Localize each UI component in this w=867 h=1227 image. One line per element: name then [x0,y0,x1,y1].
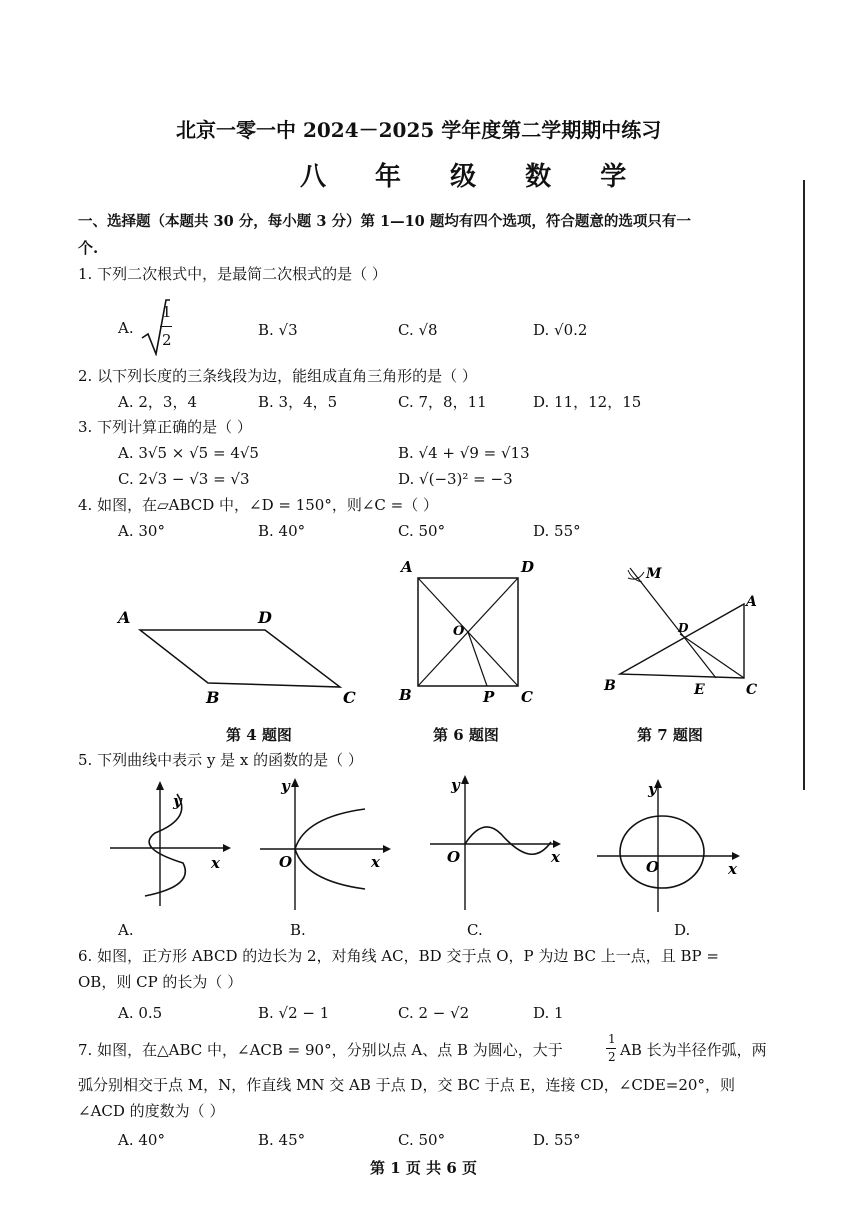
q1-a-fraction-bar [160,326,172,327]
q5a-axis-x: x [211,854,220,872]
q4-option-d: D. 55° [533,522,581,540]
fig7-label-e: E [694,682,705,698]
q7-frac-numerator: 1 [608,1032,616,1046]
q6-stem-line1: 6. 如图，正方形 ABCD 的边长为 2，对角线 AC，BD 交于点 O，P 为边 BC 上一点，且 BP = [78,947,719,965]
q3-option-b: B. √4 + √9 = √13 [398,444,530,462]
q1-option-b: B. √3 [258,321,298,339]
margin-rule [803,180,805,790]
q1-option-a [118,298,188,358]
fig4-label-c: C [343,688,356,707]
figure-7-triangle [598,560,768,700]
q4-option-a: A. 30° [118,522,165,540]
figure-4-parallelogram [110,605,370,715]
exam-title: 北京一零一中 2024－2025 学年度第二学期期中练习 [176,118,662,142]
q5-graph-b [255,775,395,915]
q3-stem: 3. 下列计算正确的是（ ） [78,418,252,436]
q5c-axis-x: x [551,848,560,866]
figure-6-square [395,558,545,708]
q5-option-b: B. [290,921,306,939]
fig6-label-a: A [401,558,413,576]
q7-stem-line1b: AB 长为半径作弧，两 [620,1041,767,1059]
q1-a-numerator: 1 [162,303,172,321]
q4-option-b: B. 40° [258,522,306,540]
q6-option-c: C. 2 − √2 [398,1004,470,1022]
q5-option-a: A. [118,921,134,939]
q3-option-a: A. 3√5 × √5 = 4√5 [118,444,259,462]
q7-frac-bar [606,1048,616,1049]
fig7-label-c: C [746,682,758,698]
q5c-axis-y: y [451,776,460,794]
fig6-label-o: O [453,624,465,639]
q7-option-c: C. 50° [398,1131,446,1149]
fig6-label-c: C [521,688,533,706]
q5-stem: 5. 下列曲线中表示 y 是 x 的函数的是（ ） [78,751,363,769]
q6-option-a: A. 0.5 [118,1004,163,1022]
fig7-label-b: B [604,678,616,694]
q1-option-a-label: A. [118,319,134,337]
fig6-caption: 第 6 题图 [433,726,499,744]
q5d-axis-y: y [648,780,657,798]
q5-option-c: C. [467,921,483,939]
fig7-label-a: A [746,594,757,610]
q5-option-d: D. [674,921,691,939]
q5b-axis-y: y [281,777,290,795]
q5b-axis-x: x [371,853,380,871]
q2-option-c: C. 7，8，11 [398,393,487,411]
q6-option-b: B. √2 − 1 [258,1004,330,1022]
q7-stem-line2: 弧分别相交于点 M，N，作直线 MN 交 AB 于点 D，交 BC 于点 E，连接 CD，∠CDE=20°，则 [78,1076,735,1094]
fig7-label-m: M [646,566,662,582]
page-number: 第 1 页 共 6 页 [370,1159,477,1177]
fig6-label-p: P [483,688,495,706]
fig7-caption: 第 7 题图 [637,726,703,744]
q6-option-d: D. 1 [533,1004,564,1022]
q7-stem-line3: ∠ACD 的度数为（ ） [78,1102,225,1120]
section-heading-line2: 个. [78,239,99,257]
q5-graph-a [105,778,235,913]
q5b-origin: O [279,853,293,871]
q7-option-d: D. 55° [533,1131,581,1149]
fig4-label-d: D [258,608,272,627]
q7-half-fraction [606,1032,618,1068]
q1-a-denominator: 2 [162,331,172,349]
fig4-label-b: B [206,688,220,707]
q2-option-b: B. 3，4，5 [258,393,338,411]
q1-option-c: C. √8 [398,321,438,339]
fig6-label-b: B [399,686,412,704]
fig7-label-d: D [678,621,689,635]
exam-subject: 八 年 级 数 学 [300,162,647,192]
q2-option-d: D. 11，12，15 [533,393,642,411]
q1-option-d: D. √0.2 [533,321,588,339]
q4-stem: 4. 如图，在▱ABCD 中，∠D = 150°，则∠C =（ ） [78,496,439,514]
q2-stem: 2. 以下列长度的三条线段为边，能组成直角三角形的是（ ） [78,367,477,385]
q5-graph-d [592,772,752,917]
q7-option-b: B. 45° [258,1131,306,1149]
q5d-origin: O [646,858,660,876]
q7-frac-denominator: 2 [608,1050,616,1064]
q5-graph-c [425,770,575,920]
q7-stem-line1a: 7. 如图，在△ABC 中，∠ACB = 90°，分别以点 A、点 B 为圆心，大于 [78,1041,563,1059]
q2-option-a: A. 2，3，4 [118,393,197,411]
fig4-caption: 第 4 题图 [226,726,292,744]
q3-option-c: C. 2√3 − √3 = √3 [118,470,250,488]
q5c-origin: O [447,848,461,866]
q3-option-d: D. √(−3)² = −3 [398,470,513,488]
q1-stem: 1. 下列二次根式中，是最简二次根式的是（ ） [78,265,387,283]
section-heading-line1: 一、选择题（本题共 30 分，每小题 3 分）第 1—10 题均有四个选项，符合题意的选项只有一 [78,213,691,230]
fig6-label-d: D [521,558,535,576]
q5a-axis-y: y [173,792,182,810]
q5d-axis-x: x [728,860,737,878]
q6-stem-line2: OB，则 CP 的长为（ ） [78,973,243,991]
q4-option-c: C. 50° [398,522,446,540]
q7-option-a: A. 40° [118,1131,165,1149]
fig4-label-a: A [118,608,131,627]
